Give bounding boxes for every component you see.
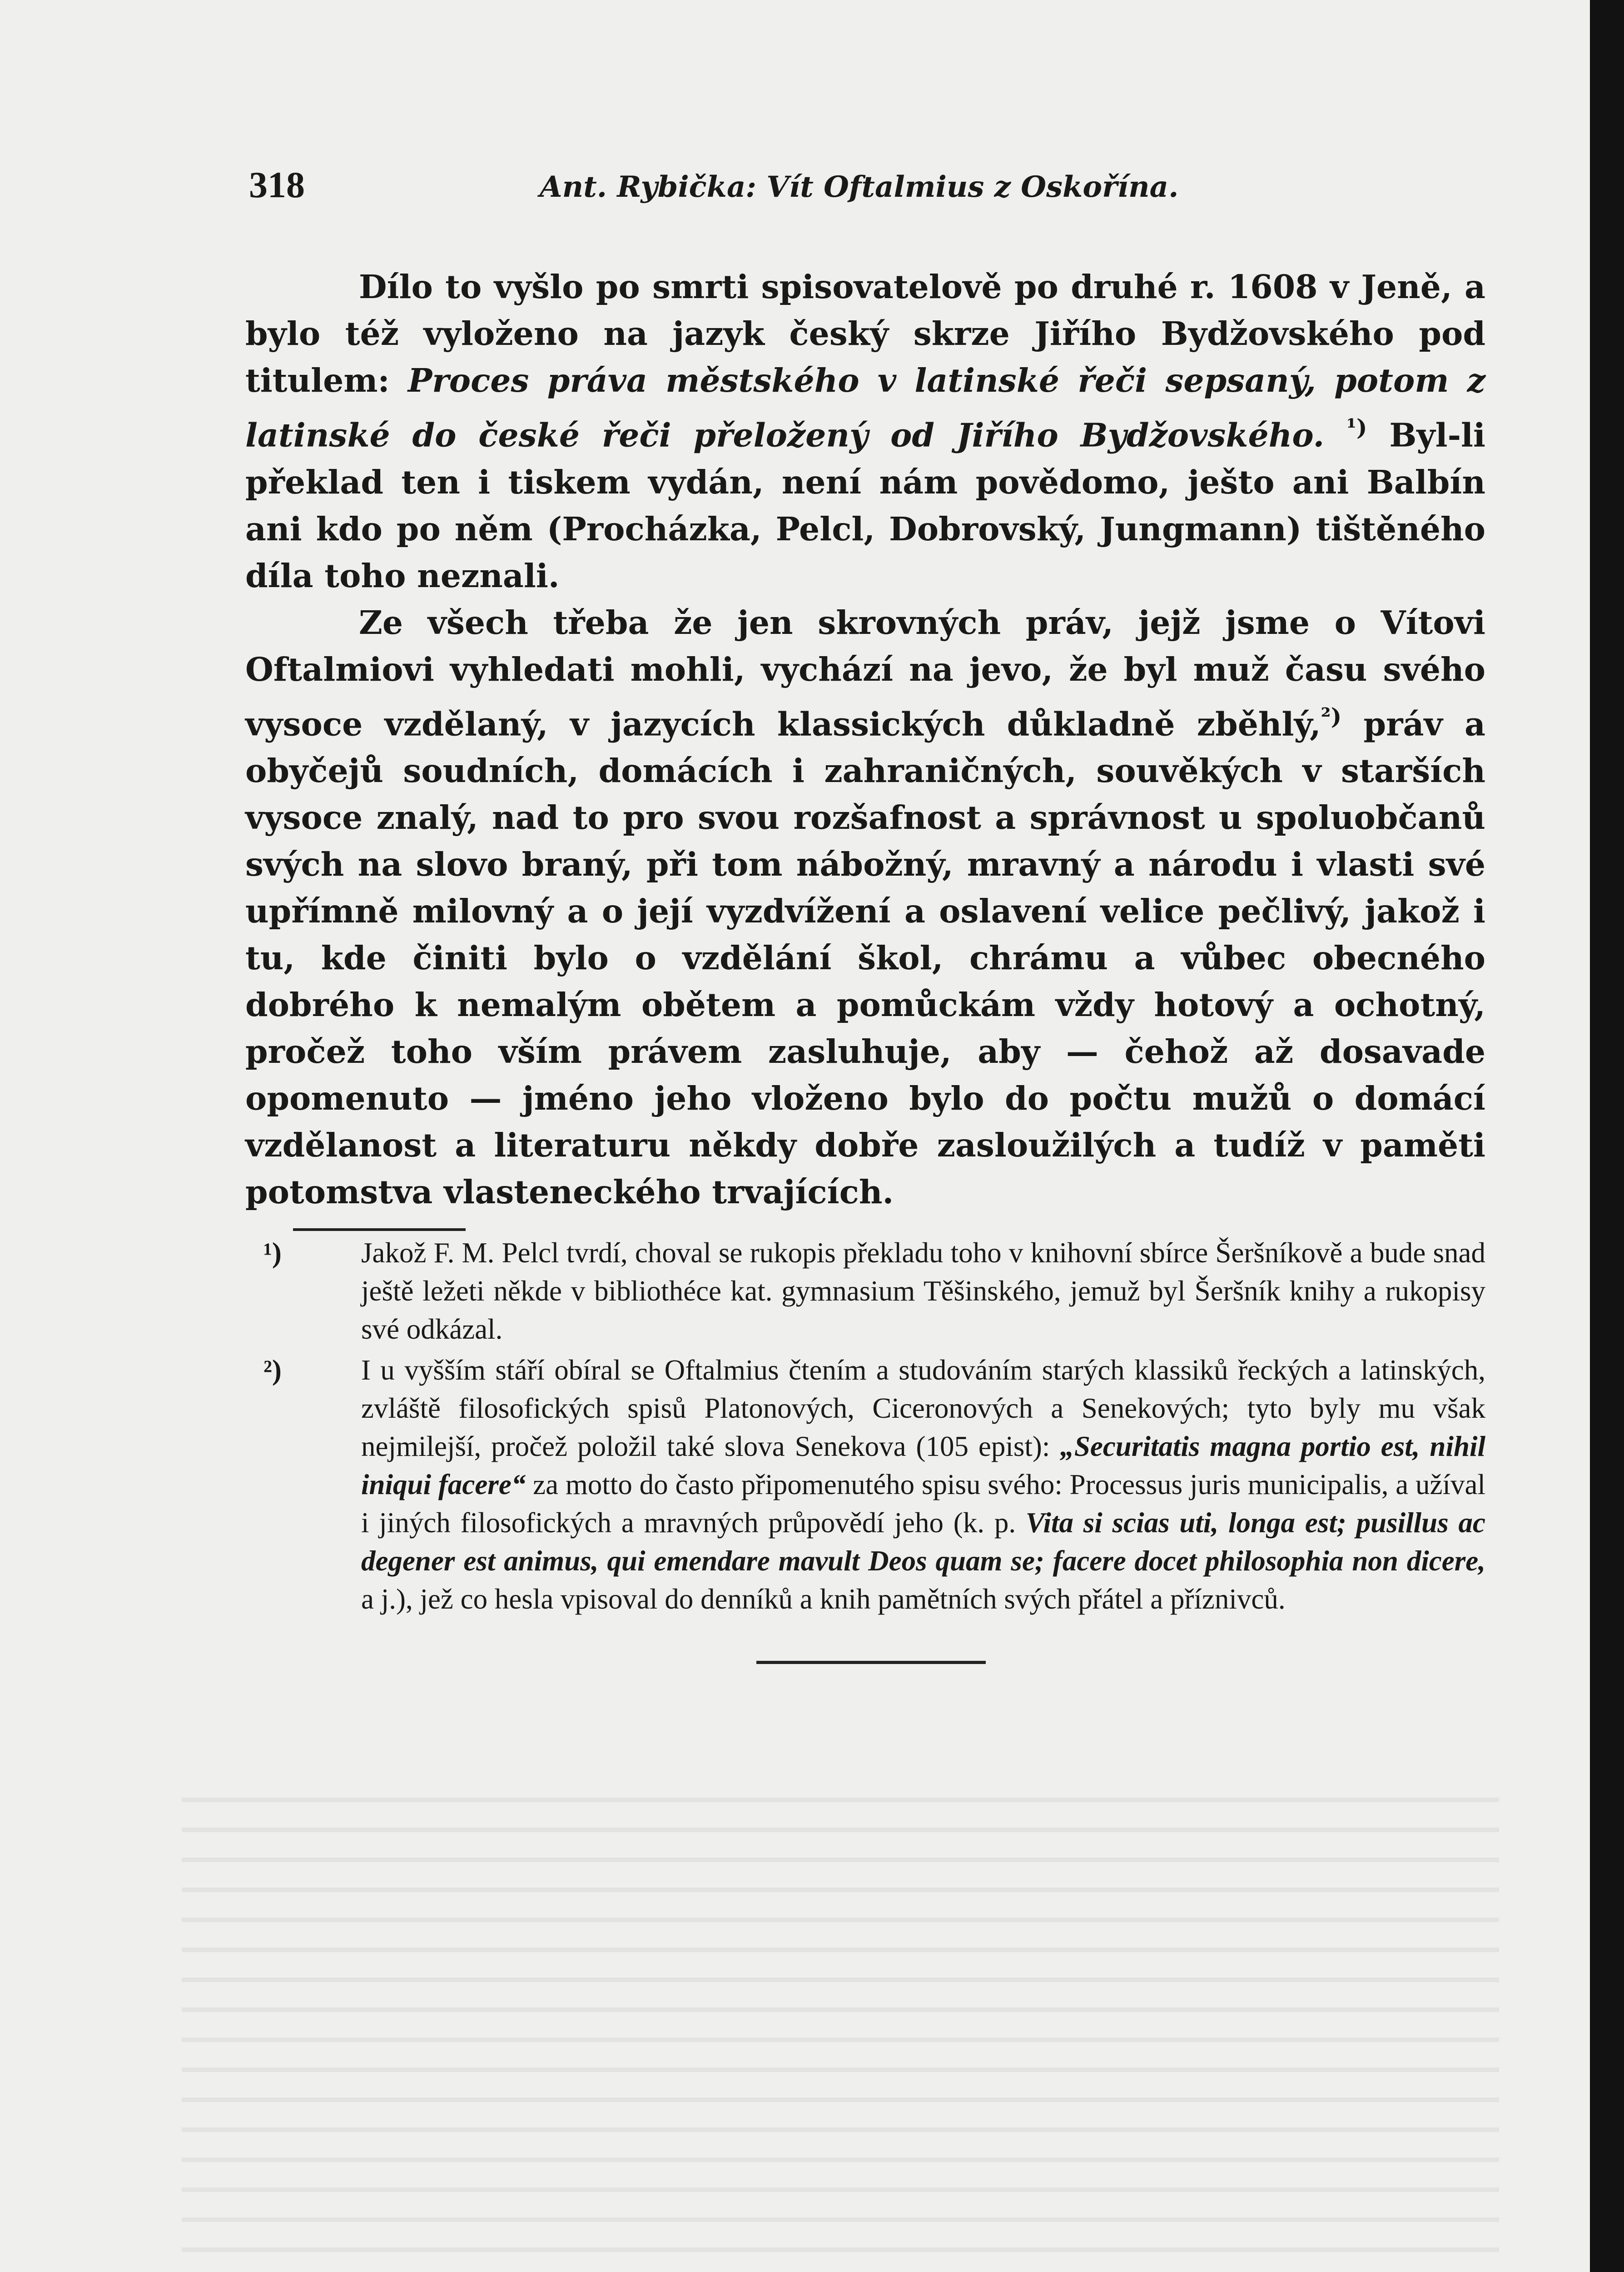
running-title: Ant. Rybička: Vít Oftalmius z Oskořína. [540, 170, 1179, 204]
footnote-2: ²) I u vyšším stáří obíral se Oftalmius čtením a studováním starých klassiků řeckých a latinských, zvláště filosofických spisů Platonových, Ciceronových a Senekových; tyto byly mu však nejmilejší, pročež položil také slova Senekova (105 epist): „Securitatis magna portio est, nihil iniqui facere“ za motto do často připomenutého spisu svého: Processus juris municipalis, a užíval i jiných filosofických a mravných průpovědí jeho (k. p. Vita si scias uti, longa est; pusillus ac degener est animus, qui emendare mavult Deos quam se; facere docet philosophia non dicere, a j.), jež co hesla vpisoval do denníků a knih pamětních svých přátel a příznivců. [263, 1351, 1485, 1618]
page-number: 318 [249, 164, 305, 205]
latin-maxims: Vita si scias uti, longa est; pusillus ac degener est animus, qui emendare mavult Deos quam se; facere docet philosophia non dicere, [361, 1507, 1485, 1577]
paragraph-1: Dílo to vyšlo po smrti spisovatelově po druhé r. 1608 v Jeně, a bylo též vyloženo na jazyk český skrze Jiřího Bydžovského pod titulem: Proces práva městského v latinské řeči sepsaný, potom z latinské do české řeči přeložený od Jiřího Bydžovského. $^{^1)}$ Byl-li překlad ten i tiskem vydán, není nám povědomo, ješto ani Balbín ani kdo po něm (Procházka, Pelcl, Dobrovský, Jungmann) tištěného díla toho neznali. [245, 268, 1486, 595]
footnote-mark: ¹) [263, 1237, 282, 1269]
footnote-mark: ²) [263, 1354, 282, 1386]
footnote-ref-1: ¹) [1346, 414, 1367, 441]
footnote-ref-2: ²) [1321, 703, 1342, 730]
book-title: Proces práva městského v latinské řeči sepsaný, potom z latinské do české řeči přeložený od Jiřího Bydžovského. [245, 361, 1486, 454]
page-header [249, 164, 1485, 218]
body-text [245, 264, 1485, 1216]
footnotes [263, 1234, 1485, 1621]
bleed-through-stain [182, 1772, 1499, 2272]
footnote-separator [293, 1228, 466, 1231]
footnote-1 [263, 1234, 1485, 1348]
end-rule [756, 1661, 986, 1664]
seneca-quote: „Securitatis magna portio est, nihil iniqui facere“ [361, 1430, 1485, 1500]
paragraph-2: Ze všech třeba že jen skrovných práv, jejž jsme o Vítovi Oftalmiovi vyhledati mohli, vychází na jevo, že byl muž času svého vysoce vzdělaný, v jazycích klassických důkladně zběhlý,$^{^2)}$ práv a obyčejů soudních, domácích i zahraničných, souvěkých v starších vysoce znalý, nad to pro svou rozšafnost a správnost u spoluobčanů svých na slovo braný, při tom nábožný, mravný a národu i vlasti své upřímně milovný a o její vyzdvížení a oslavení velice pečlivý, jakož i tu, kde činiti bylo o vzdělání škol, chrámu a vůbec obecného dobrého k nemalým obětem a pomůckám vždy hotový a ochotný, pročež toho vším právem zasluhuje, aby — čehož až dosavade opomenuto — jméno jeho vloženo bylo do počtu mužů o domácí vzdělanost a literaturu někdy dobře zasloužilých a tudíž v paměti potomstva vlasteneckého trvajících. [245, 603, 1485, 1211]
footnote-text: Jakož F. M. Pelcl tvrdí, choval se rukopis překladu toho v knihovní sbírce Šeršníkově a bude snad ještě ležeti někde v bibliothéce kat. gymnasium Těšinského, jemuž byl Šeršník knihy a rukopisy své odkázal. [361, 1237, 1485, 1345]
